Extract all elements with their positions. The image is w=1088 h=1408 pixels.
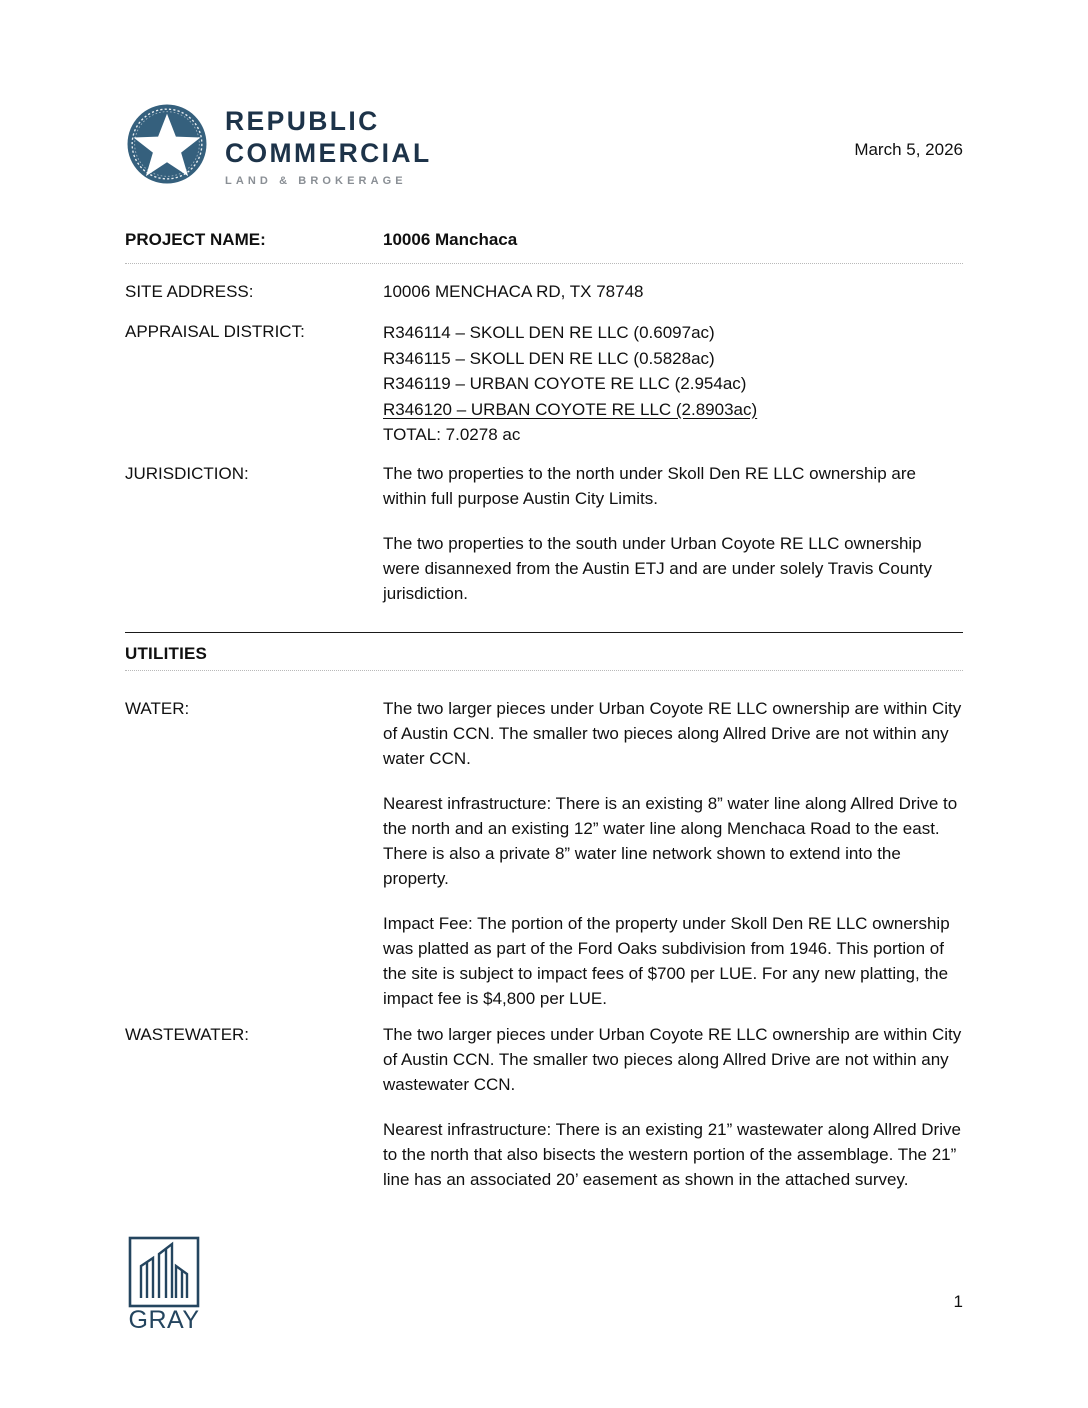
divider-above-utilities [125,632,963,633]
wastewater-label: WASTEWATER: [125,1025,250,1044]
site-address-value: 10006 MENCHACA RD, TX 78748 [383,282,644,301]
republic-commercial-wordmark [225,100,432,187]
republic-commercial-logo [125,100,432,187]
jurisdiction-paragraph: The two properties to the south under Urban Coyote RE LLC ownership were disannexed from the Austin ETJ and are under solely Travis County jurisdiction. [383,533,933,603]
parcel-line: R346114 – SKOLL DEN RE LLC (0.6097ac) [383,323,715,342]
document-date: March 5, 2026 [854,140,963,159]
field-row-appraisal-district [125,320,963,448]
appraisal-district-label: APPRAISAL DISTRICT: [125,322,305,341]
republic-star-emblem-icon [125,102,209,186]
parcel-total: TOTAL: 7.0278 ac [383,425,521,444]
water-label: WATER: [125,699,190,718]
field-row-jurisdiction [125,462,963,607]
site-address-label: SITE ADDRESS: [125,282,254,301]
gray-logo-text: GRAY [128,1306,200,1332]
field-row-water [125,697,963,1012]
jurisdiction-value [383,462,963,607]
parcel-line: R346115 – SKOLL DEN RE LLC (0.5828ac) [383,348,715,368]
section-title-utilities: UTILITIES [125,644,208,663]
jurisdiction-label: JURISDICTION: [125,464,249,483]
divider-after-project-name [125,263,963,264]
water-paragraph: The two larger pieces under Urban Coyote RE LLC ownership are within City of Austin CCN. The smaller two pieces along Allred Drive are not within any water CCN. [383,699,962,768]
water-value [383,697,963,1012]
wastewater-value [383,1023,963,1193]
project-name-label: PROJECT NAME: [125,230,266,249]
water-paragraph: Nearest infrastructure: There is an existing 8” water line along Allred Drive to the north and an existing 12” water line along Menchaca Road to the east. There is also a private 8” water line network shown to extend into the property. [383,793,958,888]
wastewater-paragraph: The two larger pieces under Urban Coyote RE LLC ownership are within City of Austin CCN. The smaller two pieces along Allred Drive are not within any wastewater CCN. [383,1025,962,1094]
document-header [125,100,963,200]
divider-below-utilities [125,670,963,671]
project-name-value: 10006 Manchaca [383,230,518,249]
field-row-site-address [125,280,963,305]
wordmark-commercial: COMMERCIAL [225,138,432,169]
gray-buildings-logo-icon [126,1236,202,1332]
field-row-wastewater [125,1023,963,1193]
wordmark-tagline: LAND & BROKERAGE [225,175,407,188]
parcel-line: R346119 – URBAN COYOTE RE LLC (2.954ac) [383,374,747,393]
field-row-project-name [125,228,963,253]
page-number: 1 [953,1292,963,1311]
water-paragraph: Impact Fee: The portion of the property under Skoll Den RE LLC ownership was platted as part of the Ford Oaks subdivision from 1946. This portion of the site is subject to impact fees of $700 per LUE. For any new platting, the impact fee is $4,800 per LUE. [383,913,950,1008]
jurisdiction-paragraph: The two properties to the north under Skoll Den RE LLC ownership are within full purpose Austin City Limits. [383,464,916,508]
appraisal-district-value [383,320,963,448]
wastewater-paragraph: Nearest infrastructure: There is an existing 21” wastewater along Allred Drive to the north that also bisects the western portion of the assemblage. The 21” line has an associated 20’ easement as shown in the attached survey. [383,1119,961,1189]
parcel-line: R346120 – URBAN COYOTE RE LLC (2.8903ac) [383,399,758,419]
wordmark-republic: REPUBLIC [225,106,380,136]
